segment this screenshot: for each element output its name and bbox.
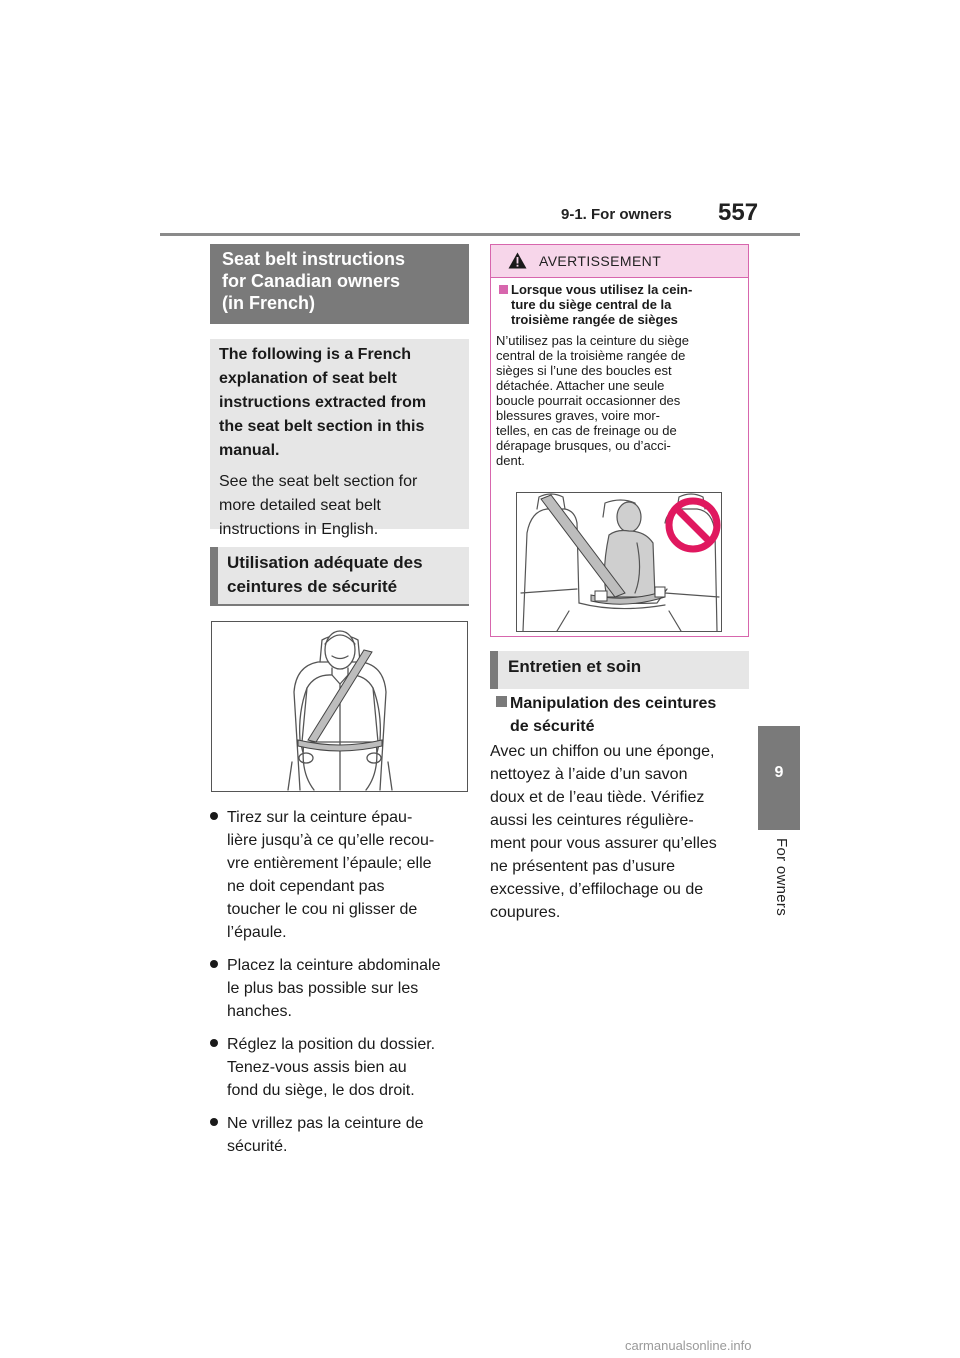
warning-subtitle: Lorsque vous utilisez la cein- ture du siège central de la troisième rangée de sièges [499, 282, 745, 327]
list-item: Ne vrillez pas la ceinture de sécurité. [210, 1112, 472, 1158]
info-normal-text: See the seat belt section for more detailed seat belt instructions in English. [219, 473, 418, 538]
subheading-manipulation: Manipulation des ceintures de sécurité [496, 692, 756, 738]
title-line: for Canadian owners [222, 271, 401, 291]
instruction-list [210, 806, 472, 1168]
warning-header [491, 245, 748, 278]
chapter-tab-label: For owners [773, 838, 790, 917]
warning-triangle-icon [508, 252, 527, 269]
heading-utilisation: Utilisation adéquate des ceintures de sécurité [210, 547, 469, 606]
heading-entretien: Entretien et soin [490, 651, 749, 689]
warning-title: AVERTISSEMENT [539, 253, 662, 269]
bullet-icon [210, 1118, 218, 1126]
title-box [210, 244, 469, 324]
watermark-text: carmanualsonline.info [625, 1338, 752, 1353]
info-box [210, 339, 469, 538]
list-item: Tirez sur la ceinture épau- lière jusqu’à ce qu’elle recou- vre entièrement l’épaule; elle ne doit cependant pas toucher le cou ni glisser de l’épaule. [210, 806, 472, 944]
page-number: 557 [718, 199, 759, 226]
info-bold-text: The following is a French explanation of seat belt instructions extracted from the seat belt section in this manual. [219, 346, 427, 459]
title-line: (in French) [222, 293, 315, 313]
list-item: Placez la ceinture abdominale le plus bas possible sur les hanches. [210, 954, 472, 1023]
maintenance-paragraph: Avec un chiffon ou une éponge, nettoyez à l’aide d’un savon doux et de l’eau tiède. Vérifiez aussi les ceintures régulière- ment pour vous assurer qu’elles ne présentent pas d’usure excessive, d’effilochage ou de coupures. [490, 743, 717, 921]
seated-person-illustration [212, 622, 467, 791]
header-rule [160, 233, 800, 236]
section-title: 9-1. For owners [561, 206, 672, 223]
bullet-icon [210, 812, 218, 820]
title-line: Seat belt instructions [222, 249, 406, 269]
seat-belt-illustration [211, 621, 468, 792]
warning-body: N’utilisez pas la ceinture du siège central de la troisième rangée de sièges si l’une des boucles est détachée. Attacher une seule boucle pourrait occasionner des blessures graves, voire mor- telles, en cas de freinage ou de dérapage brusques, ou d’acci- dent. [496, 333, 689, 468]
square-bullet-icon [499, 285, 508, 294]
list-item: Réglez la position du dossier. Tenez-vous assis bien au fond du siège, le dos droit. [210, 1033, 472, 1102]
prohibited-icon [664, 496, 722, 554]
square-bullet-icon [496, 696, 507, 707]
bullet-icon [210, 960, 218, 968]
chapter-tab-number: 9 [774, 764, 784, 781]
bullet-icon [210, 1039, 218, 1047]
